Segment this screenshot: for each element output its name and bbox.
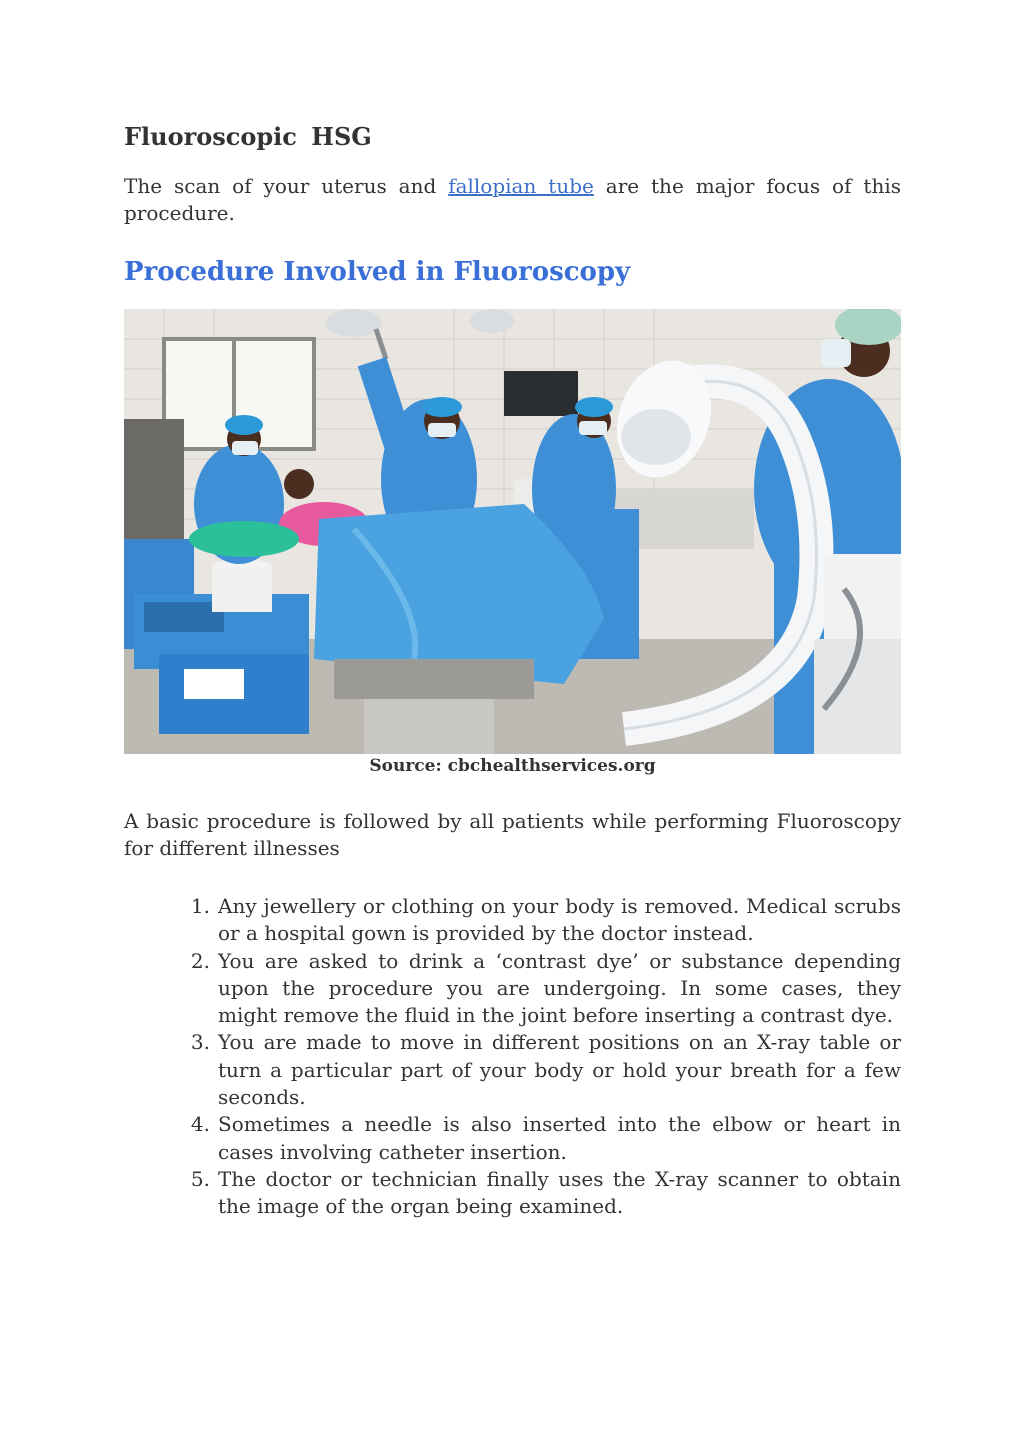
- list-item: [124, 893, 901, 948]
- step-number: 2.: [190, 948, 210, 973]
- fallopian-tube-link[interactable]: fallopian tube: [448, 174, 594, 198]
- step-text: The doctor or technician finally uses the X-ray scanner to obtain the image of the organ being examined.: [218, 1166, 901, 1219]
- operating-room-photo: [124, 309, 901, 754]
- procedure-heading: Procedure Involved in Fluoroscopy: [124, 257, 631, 287]
- intro-text-before: The scan of your uterus and: [124, 174, 449, 198]
- step-number: 5.: [190, 1166, 210, 1191]
- step-number: 3.: [190, 1030, 210, 1055]
- step-text: Sometimes a needle is also inserted into the elbow or heart in cases involving catheter insertion.: [218, 1112, 901, 1164]
- intro-paragraph: [124, 173, 901, 227]
- procedure-intro: A basic procedure is followed by all patients while performing Fluoroscopy for different illnesses: [124, 809, 901, 860]
- list-item: [124, 1111, 901, 1166]
- step-text: You are asked to drink a ‘contrast dye’ or substance depending upon the procedure you are undergoing. In some cases, they might remove the fluid in the joint before inserting a contrast dye.: [218, 948, 901, 1028]
- photo-source-caption: Source: cbchealthservices.org: [369, 756, 656, 776]
- step-text: Any jewellery or clothing on your body is removed. Medical scrubs or a hospital gown is provided by the doctor instead.: [218, 894, 901, 946]
- step-text: You are made to move in different positions on an X-ray table or turn a particular part of your body or hold your breath for a few seconds.: [218, 1030, 901, 1110]
- section-title: Fluoroscopic HSG: [124, 122, 372, 151]
- step-number: 4.: [190, 1112, 210, 1137]
- intro-text-after: are the major focus of this procedure.: [124, 174, 901, 225]
- procedure-steps-list: [124, 893, 901, 1221]
- list-item: [124, 1166, 901, 1221]
- list-item: [124, 948, 901, 1030]
- step-number: 1.: [190, 894, 210, 918]
- list-item: [124, 1029, 901, 1111]
